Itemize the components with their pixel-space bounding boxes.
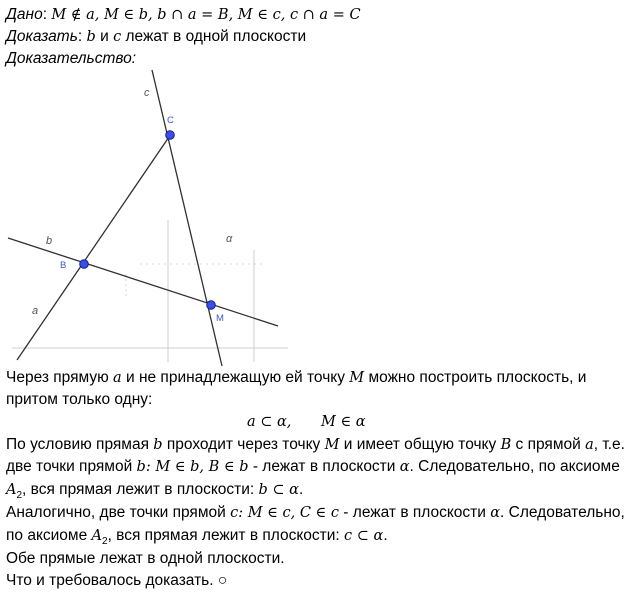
text-span: Через прямую — [6, 369, 114, 386]
text-span: можно построить плоскость, и — [364, 369, 587, 386]
given-line — [6, 5, 361, 25]
point-b — [80, 260, 89, 269]
var-m: M — [324, 437, 340, 453]
text-span: - лежат в плоскости — [248, 458, 400, 475]
var-a: a — [585, 437, 594, 453]
prove-b: b — [86, 29, 96, 45]
geometry-figure — [0, 64, 290, 366]
p1-line2: притом только одну: — [6, 391, 153, 408]
point-c-label: C — [167, 115, 174, 126]
p5-line — [6, 571, 227, 591]
axiom-subscript: 2 — [16, 490, 23, 502]
given-formula: M ∉ a, M ∈ b, b ∩ a = B, M ∈ c, c ∩ a = C — [51, 7, 361, 23]
line-a — [17, 134, 171, 360]
point-b-label: B — [60, 260, 67, 271]
prove-c: c — [113, 29, 122, 45]
prove-label: Доказать — [6, 28, 78, 45]
p2-line1 — [6, 435, 625, 455]
line-b-label: b — [46, 235, 53, 247]
text-span: . Следовательно, по аксиоме — [409, 458, 620, 475]
text-span: , вся прямая лежит в плоскости: — [22, 481, 259, 498]
plane-alpha-label: α — [226, 233, 233, 245]
p4-line: Обе прямые лежат в одной плоскости. — [6, 550, 285, 567]
text-span: две точки прямой — [6, 458, 137, 475]
var-alpha: α — [490, 505, 501, 521]
given-label: Дано — [6, 6, 43, 23]
prove-sep: : — [77, 28, 87, 45]
formula: c: M ∈ c, C ∈ c — [230, 505, 339, 521]
var-b: b — [153, 437, 163, 453]
prove-rest: лежат в одной плоскости — [121, 28, 307, 45]
formula: c ⊂ α — [344, 528, 384, 544]
axiom-name: A — [6, 482, 17, 498]
text-span: Что и требовалось доказать. — [6, 572, 214, 589]
text-span: - лежат в плоскости — [339, 504, 491, 521]
text-span: и имеет общую точку — [339, 436, 501, 453]
p3-line1 — [6, 503, 625, 523]
centered-formula-2: M ∈ α — [321, 414, 366, 430]
text-span: . Следовательно, — [500, 504, 625, 521]
line-c-label: c — [144, 87, 150, 99]
var-alpha: α — [399, 459, 410, 475]
line-c — [152, 70, 222, 366]
p1-line1 — [6, 368, 586, 388]
point-m-label: M — [216, 313, 224, 324]
line-a-label: a — [32, 305, 39, 317]
axiom-name: A — [91, 528, 102, 544]
axiom-subscript: 2 — [102, 536, 108, 548]
text-span: По условию прямая — [6, 436, 154, 453]
text-span: проходит через точку — [162, 436, 325, 453]
given-sep: : — [42, 6, 52, 23]
proof-label: Доказательство: — [6, 50, 137, 67]
text-span: , т.е. — [593, 436, 625, 453]
point-c — [166, 131, 175, 140]
var-b-point: B — [500, 437, 512, 453]
formula: b: M ∈ b, B ∈ b — [136, 459, 249, 475]
prove-line — [6, 27, 306, 47]
centered-formula-1: a ⊂ α, — [247, 414, 292, 430]
text-span: и не принадлежащую ей точку — [121, 369, 350, 386]
prove-and: и — [95, 28, 114, 45]
text-span: , вся прямая лежит в плоскости: — [107, 527, 345, 544]
text-span: по аксиоме — [6, 527, 92, 544]
text-span: Аналогично, две точки прямой — [6, 504, 231, 521]
formula: b ⊂ α — [258, 482, 299, 498]
p2-line2 — [6, 457, 620, 477]
var-m: M — [349, 370, 365, 386]
point-m — [207, 301, 216, 310]
text-span: . — [383, 527, 388, 544]
qed-symbol: ○ — [217, 572, 228, 589]
text-span: . — [298, 481, 304, 498]
text-span: с прямой — [511, 436, 586, 453]
var-a: a — [113, 370, 122, 386]
